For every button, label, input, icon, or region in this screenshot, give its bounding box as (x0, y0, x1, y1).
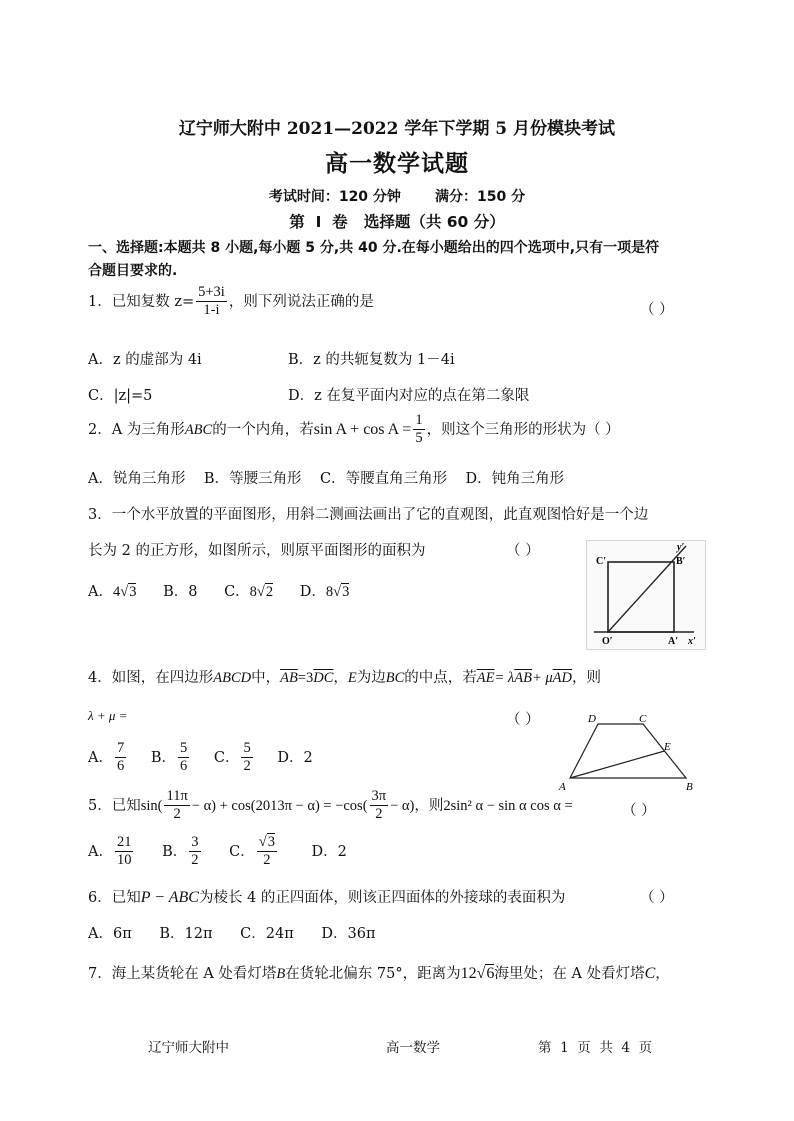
q4-option-c-fraction (241, 740, 252, 776)
q2-numerator: 1 (413, 412, 424, 430)
q4-option-c-numerator: 5 (241, 740, 252, 758)
q4-segment-ae (570, 751, 665, 778)
q1-option-c: C．|z|=5 (88, 388, 153, 404)
q6-answer-paren: （ ） (640, 890, 674, 906)
q5-option-c-label: C． (229, 843, 255, 860)
q4-eq1: =3 (297, 670, 314, 686)
q6-options: A．6π B．12π C．24π D．36π (88, 926, 376, 942)
q5-answer-paren: （ ） (622, 803, 656, 819)
q3-option-a-coef: 4 (112, 584, 121, 600)
q1-option-d: D．z 在复平面内对应的点在第二象限 (288, 388, 530, 404)
q4-option-a-fraction (115, 740, 126, 776)
q7-b: B (276, 966, 286, 982)
footer-school: 辽宁师大附中 (148, 1040, 229, 1056)
q5-fraction-1-numerator: 11π (164, 788, 189, 806)
q4-label-d: D (588, 713, 596, 725)
q2-mid: 的一个内角，若 (212, 421, 314, 438)
q4-mid1: 中， (251, 670, 281, 686)
q6-pabc: P − ABC (140, 889, 199, 906)
q4-prefix: 4．如图，在四边形 (88, 670, 214, 686)
q4-options (88, 740, 313, 776)
q4-vec-ae: $\overline{AE}$ (476, 670, 495, 686)
q4-option-d: D．2 (277, 749, 313, 766)
q1-numerator: 5+3i (196, 284, 227, 302)
q1-denominator: 1-i (203, 302, 220, 319)
q3-label-a-prime: A′ (668, 636, 679, 647)
q4-mid3: 为边 (356, 670, 386, 686)
q3-label-y-prime: y′ (677, 542, 685, 553)
q5-option-a-numerator: 21 (115, 834, 134, 852)
q5-prefix: 5．已知 (88, 797, 141, 814)
q3-option-c: C．8√2 (224, 584, 274, 600)
q3-line1: 3．一个水平放置的平面图形，用斜二测画法画出了它的直观图，此直观图恰好是一个边 (88, 507, 649, 523)
q2-options: A．锐角三角形 B．等腰三角形 C．等腰直角三角形 D．钝角三角形 (88, 471, 565, 487)
question-2 (88, 412, 620, 448)
q5-option-d: D．2 (311, 843, 347, 860)
q1-option-b: B．z 的共轭复数为 1－4i (288, 352, 455, 368)
q3-label-x-prime: x′ (688, 636, 696, 647)
q4-label-a: A (559, 781, 566, 793)
q4-option-b-numerator: 5 (178, 740, 189, 758)
q4-eq2: = λ (494, 670, 515, 686)
q5-option-a (88, 834, 135, 869)
footer-subject: 高一数学 (386, 1040, 440, 1056)
q5-option-a-denominator: 10 (116, 852, 132, 869)
q3-option-d-label: D． (299, 584, 326, 600)
subject-title: 高一数学试题 (325, 150, 469, 177)
question-4 (88, 666, 601, 687)
q5-option-c-denominator: 2 (263, 852, 271, 869)
q4-vec-ab: $\overline{AB}$ (280, 670, 298, 686)
q3-option-d-radicand: 3 (342, 584, 350, 600)
q4-label-c: C (639, 713, 647, 725)
q5-fraction-2-denominator: 2 (375, 806, 383, 823)
q4-option-b-fraction (178, 740, 189, 776)
section-intro-line1: 一、选择题:本题共 8 小题,每小题 5 分,共 40 分.在每小题给出的四个选项中,只有一项是符 (88, 240, 660, 256)
q3-answer-paren: （ ） (506, 543, 540, 559)
q7-distance: 12√6 (460, 965, 495, 982)
q3-label-c-prime: C′ (596, 556, 607, 567)
section-title: 第 Ⅰ 卷 选择题（共 60 分） (289, 213, 505, 231)
question-7 (88, 962, 670, 983)
q5-options (88, 834, 347, 870)
q4-mid4: 的中点，若 (404, 670, 477, 686)
q4-vec-dc: $\overline{DC}$ (313, 670, 334, 686)
q5-option-c-numerator: √3 (257, 834, 277, 852)
q4-line2: λ + μ = (88, 708, 128, 723)
q1-option-a: A．z 的虚部为 4i (88, 352, 202, 368)
q3-option-d: D．8√3 (299, 584, 350, 600)
q5-option-b-numerator: 3 (189, 834, 200, 852)
q5-option-a-fraction (115, 834, 134, 870)
exam-info: 考试时间：120 分钟 满分：150 分 (268, 189, 526, 205)
q3-option-c-coef: 8 (249, 584, 257, 600)
q4-option-a-label: A． (88, 749, 113, 766)
q4-option-b-denominator: 6 (180, 758, 188, 775)
q7-c: C (644, 965, 656, 982)
q4-bc: BC (385, 670, 405, 686)
q3-option-a-radicand: 3 (129, 584, 137, 600)
exam-title: 辽宁师大附中 2021—2022 学年下学期 5 月份模块考试 (178, 119, 616, 139)
q2-prefix: 2．A 为三角形 (88, 421, 185, 438)
q4-option-b (150, 740, 191, 775)
q3-option-c-label: C． (224, 584, 250, 600)
q3-label-o-prime: O′ (602, 636, 613, 647)
q2-suffix: ，则这个三角形的形状为（ ） (426, 421, 620, 438)
q3-figure (586, 540, 706, 650)
q4-answer-paren: （ ） (506, 712, 540, 728)
q3-option-b: B．8 (163, 584, 198, 600)
q7-distance-radicand: 6 (486, 965, 495, 982)
q1-fraction (196, 284, 227, 320)
q4-vec-ad: $\overline{AD}$ (552, 670, 572, 686)
q5-part1-a: sin( (140, 797, 163, 814)
q4-label-e: E (664, 741, 671, 753)
q5-option-c (229, 834, 279, 869)
q2-denominator: 5 (415, 430, 423, 447)
q5-mid: ，则 (414, 797, 444, 814)
q4-mid2: ， (333, 670, 348, 686)
q1-suffix: ，则下列说法正确的是 (228, 293, 374, 310)
q5-option-b-denominator: 2 (191, 852, 199, 869)
q7-distance-coef: 12 (460, 965, 477, 982)
q7-suffix: ， (655, 966, 670, 982)
q3-options (88, 580, 349, 601)
q4-option-c-label: C． (213, 749, 240, 766)
q4-option-a-denominator: 6 (116, 758, 125, 775)
q1-prefix: 1．已知复数 z= (88, 293, 195, 310)
q6-suffix: 为棱长 4 的正四面体，则该正四面体的外接球的表面积为 (198, 890, 566, 906)
q5-option-c-fraction (257, 834, 277, 870)
q4-option-c-denominator: 2 (243, 758, 251, 775)
q3-option-a-label: A． (88, 584, 113, 600)
question-6 (88, 886, 565, 907)
question-1 (88, 284, 374, 320)
q4-suffix: ，则 (571, 670, 601, 686)
q4-option-a (88, 740, 128, 775)
q4-e: E (347, 670, 357, 686)
q7-mid2: 海里处；在 A 处看灯塔 (494, 966, 645, 982)
q5-option-b-label: B． (162, 843, 188, 860)
q5-part2-b: − α) (390, 797, 415, 814)
q4-option-a-numerator: 7 (115, 740, 126, 758)
q5-option-b (162, 834, 202, 869)
q5-fraction-2 (370, 788, 389, 824)
q4-plus: + μ (531, 670, 553, 686)
q5-option-b-fraction (189, 834, 200, 870)
q3-label-b-prime: B′ (676, 556, 686, 567)
q3-line2: 长为 2 的正方形，如图所示，则原平面图形的面积为 (88, 543, 426, 559)
q5-option-a-label: A． (88, 843, 113, 860)
q4-figure (556, 710, 712, 794)
q7-mid1: 在货轮北偏东 75°，距离为 (285, 966, 461, 982)
q7-prefix: 7．海上某货轮在 A 处看灯塔 (88, 966, 277, 982)
q1-answer-paren: （ ） (640, 302, 674, 318)
q2-fraction (413, 412, 424, 448)
footer-page: 第 1 页 共 4 页 (538, 1040, 653, 1056)
q4-option-c (213, 740, 255, 775)
q2-expr: sin A + cos A = (313, 420, 412, 438)
q4-abcd: ABCD (213, 670, 252, 686)
q3-option-a: A．4√3 (88, 584, 137, 600)
q2-abc: ABC (184, 421, 213, 438)
q3-option-c-radicand: 2 (265, 584, 274, 600)
q5-part1-b: − α) + cos(2013π − α) = −cos( (191, 797, 368, 814)
q4-option-b-label: B． (150, 749, 176, 766)
q6-prefix: 6．已知 (88, 890, 141, 906)
q5-fraction-2-numerator: 3π (370, 788, 389, 806)
q5-fraction-1 (164, 788, 189, 824)
q5-option-c-radicand: 3 (267, 834, 275, 850)
q4-label-b: B (686, 781, 693, 793)
question-5 (88, 788, 573, 824)
section-intro-line2: 合题目要求的. (88, 263, 178, 279)
q3-option-d-coef: 8 (325, 584, 334, 600)
q5-fraction-1-denominator: 2 (173, 806, 181, 823)
q4-vec-ab2: $\overline{AB}$ (514, 670, 532, 686)
q5-expr: 2sin² α − sin α cos α = (443, 797, 573, 814)
